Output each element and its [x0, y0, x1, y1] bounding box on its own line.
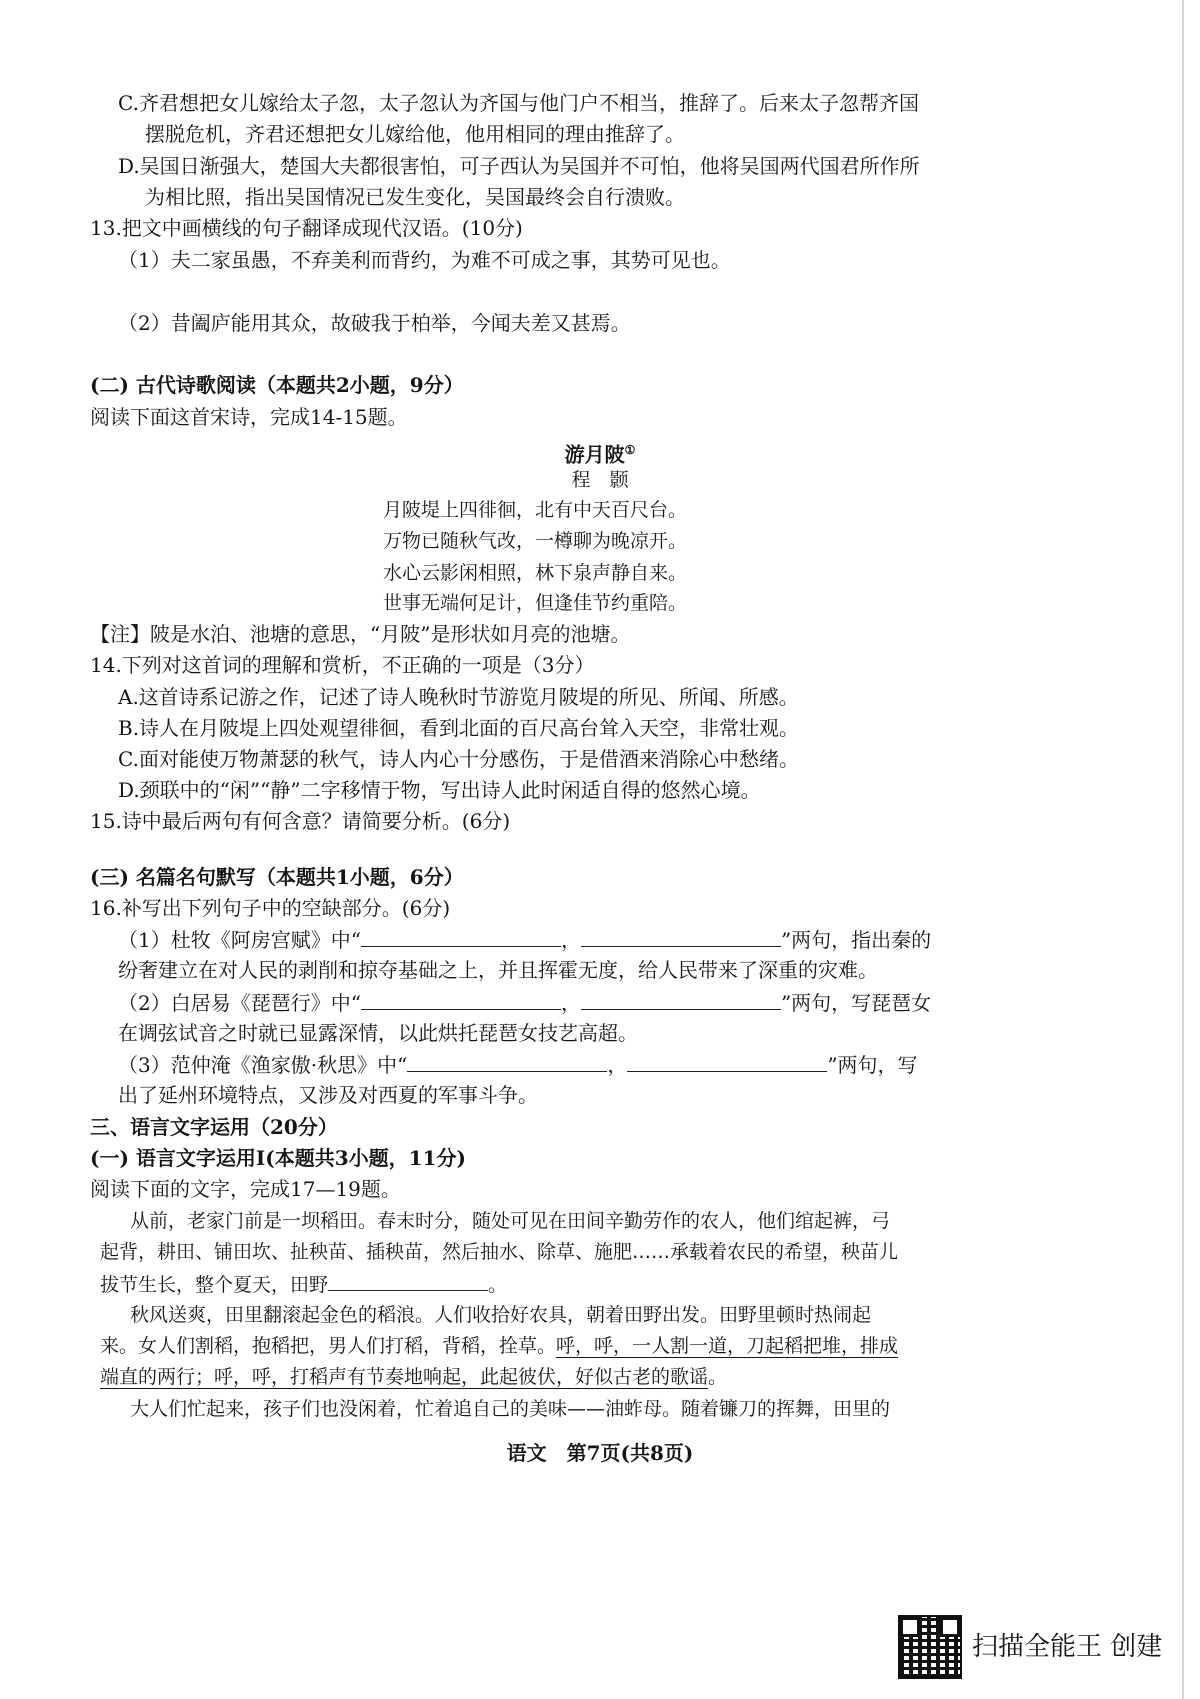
poem-note: 【注】陂是水泊、池塘的意思，“月陂”是形状如月亮的池塘。 [90, 622, 631, 646]
question-13-stem: 13.把文中画横线的句子翻译成现代汉语。(10分) [90, 216, 523, 240]
blank-16-3b[interactable] [627, 1051, 827, 1072]
question-16-item-2: （2）白居易《琵琶行》中“ ， ”两句，写琵琶女 [118, 991, 932, 1015]
question-16-item-1: （1）杜牧《阿房宫赋》中“ ， ”两句，指出秦的 [118, 928, 932, 952]
qr-code-icon [900, 1617, 960, 1677]
question-14-option-b: B.诗人在月陂堤上四处观望徘徊，看到北面的百尺高台耸入天空，非常壮观。 [118, 716, 800, 740]
blank-16-1a[interactable] [361, 926, 561, 947]
blank-passage-1[interactable] [328, 1270, 488, 1291]
poem-line-2: 万物已随秋气改，一樽聊为晚凉开。 [383, 530, 688, 552]
poem-author: 程 颢 [571, 469, 629, 491]
poetry-intro: 阅读下面这首宋诗，完成14-15题。 [90, 405, 408, 429]
option-d-line-1: D.吴国日渐强大，楚国大夫都很害怕，可子西认为吴国并不可怕，他将吴国两代国君所作所 [118, 154, 920, 178]
question-16-item-3-cont: 出了延州环境特点，又涉及对西夏的军事斗争。 [118, 1083, 538, 1107]
dictation-section-heading: (三) 名篇名句默写（本题共1小题，6分） [90, 865, 464, 889]
question-14-option-a: A.这首诗系记游之作，记述了诗人晚秋时节游览月陂堤的所见、所闻、所感。 [118, 685, 799, 709]
passage-p3-line-1: 大人们忙起来，孩子们也没闲着，忙着追自己的美味——油蚱母。随着镰刀的挥舞，田里的 [130, 1398, 891, 1420]
poem-line-4: 世事无端何足计，但逢佳节约重陪。 [383, 592, 688, 614]
page-footer: 语文 第7页(共8页) [506, 1441, 694, 1465]
passage-p1-line-1: 从前，老家门前是一坝稻田。春末时分，随处可见在田间辛勤劳作的农人，他们绾起裤，弓 [130, 1210, 891, 1232]
passage-p1-line-3: 拔节生长，整个夏天，田野 。 [100, 1270, 507, 1298]
poem-line-3: 水心云影闲相照，林下泉声静自来。 [383, 562, 688, 584]
blank-16-3a[interactable] [407, 1051, 607, 1072]
question-14-stem: 14.下列对这首词的理解和赏析，不正确的一项是（3分） [90, 653, 595, 677]
question-14-option-c: C.面对能使万物萧瑟的秋气，诗人内心十分感伤，于是借酒来消除心中愁绪。 [118, 747, 799, 771]
passage-p2-line-3: 端直的两行；呼，呼，打稻声有节奏地响起，此起彼伏，好似古老的歌谣。 [100, 1366, 728, 1388]
blank-16-1b[interactable] [581, 926, 781, 947]
question-14-option-d: D.颈联中的“闲”“静”二字移情于物，写出诗人此时闲适自得的悠然心境。 [118, 778, 761, 802]
language-intro: 阅读下面的文字，完成17—19题。 [90, 1177, 401, 1201]
underlined-sentence-part-2: 端直的两行；呼，呼，打稻声有节奏地响起，此起彼伏，好似古老的歌谣 [100, 1366, 709, 1388]
poem-title: 游月陂① [564, 442, 636, 467]
passage-p2-line-2: 来。女人们割稻，抱稻把，男人们打稻，背稻，拴草。呼，呼，一人割一道，刀起稻把堆，排成 [100, 1335, 899, 1357]
language-subsection-heading: (一) 语言文字运用Ⅰ(本题共3小题，11分) [90, 1146, 466, 1170]
question-15-stem: 15.诗中最后两句有何含意？请简要分析。(6分) [90, 809, 511, 833]
question-16-item-1-cont: 纷奢建立在对人民的剥削和掠夺基础之上，并且挥霍无度，给人民带来了深重的灾难。 [118, 958, 878, 982]
question-13-sentence-1: （1）夫二家虽愚，不弃美利而背约，为难不可成之事，其势可见也。 [118, 248, 731, 272]
language-section-heading: 三、语言文字运用（20分） [90, 1115, 338, 1139]
passage-p1-line-2: 起背，耕田、铺田坎、扯秧苗、插秧苗，然后抽水、除草、施肥……承载着农民的希望，秧苗儿 [100, 1241, 899, 1263]
scanner-watermark: 扫描全能王 创建 [972, 1632, 1163, 1662]
underlined-sentence-part-1: 呼，呼，一人割一道，刀起稻把堆，排成 [556, 1335, 899, 1357]
question-13-sentence-2: （2）昔阖庐能用其众，故破我于柏举，今闻夫差又甚焉。 [118, 311, 631, 335]
option-d-line-2: 为相比照，指出吴国情况已发生变化，吴国最终会自行溃败。 [145, 185, 685, 209]
question-16-item-2-cont: 在调弦试音之时就已显露深情，以此烘托琵琶女技艺高超。 [118, 1021, 638, 1045]
poem-line-1: 月陂堤上四徘徊，北有中天百尺台。 [383, 499, 688, 521]
scan-edge-divider [1182, 0, 1184, 1699]
passage-p2-line-1: 秋风送爽，田里翻滚起金色的稻浪。人们收拾好农具，朝着田野出发。田野里顿时热闹起 [130, 1304, 872, 1326]
blank-16-2b[interactable] [581, 989, 781, 1010]
question-16-stem: 16.补写出下列句子中的空缺部分。(6分) [90, 896, 451, 920]
option-c-line-2: 摆脱危机，齐君还想把女儿嫁给他，他用相同的理由推辞了。 [145, 122, 685, 146]
blank-16-2a[interactable] [361, 989, 561, 1010]
question-16-item-3: （3）范仲淹《渔家傲·秋思》中“ ， ”两句，写 [118, 1053, 918, 1077]
option-c-line-1: C.齐君想把女儿嫁给太子忽，太子忽认为齐国与他门户不相当，推辞了。后来太子忽帮齐国 [118, 91, 919, 115]
poetry-section-heading: (二) 古代诗歌阅读（本题共2小题，9分） [90, 373, 464, 397]
